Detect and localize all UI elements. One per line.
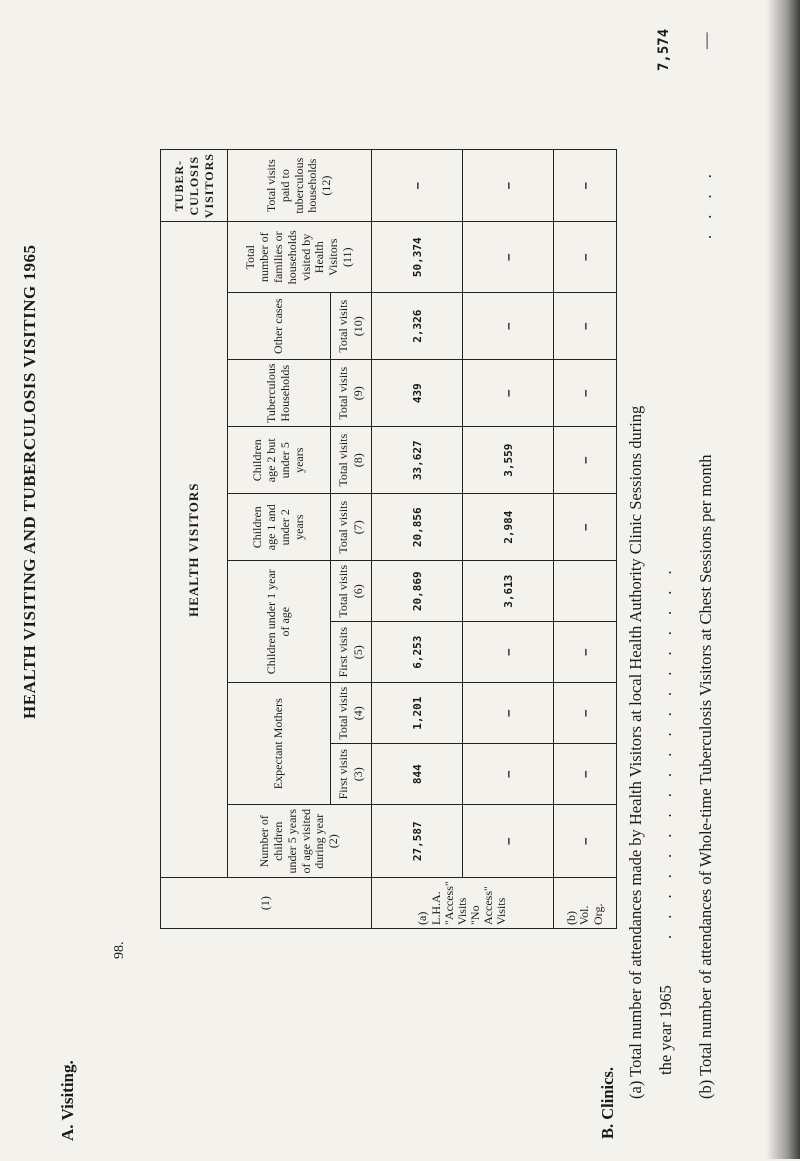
cell-a-7: 20,856	[372, 494, 463, 561]
cell-b-4: —	[554, 683, 617, 744]
col5-num: (5)	[351, 645, 365, 660]
cell-a-2: 27,587	[372, 805, 463, 878]
clinics-a-line2: the year 1965	[656, 985, 675, 1075]
cell-a2-9: —	[463, 360, 554, 427]
col8-num: (8)	[351, 453, 365, 468]
other-cases-header: Other cases	[228, 293, 331, 360]
row-b-label	[554, 878, 617, 929]
cell-a-8: 33,627	[372, 427, 463, 494]
col1-header: (1)	[161, 878, 372, 929]
col4-header	[331, 683, 372, 744]
cell-a2-6: 3,613	[463, 561, 554, 622]
col12-num: (12)	[319, 175, 334, 196]
page-heading: HEALTH VISITING AND TUBERCULOSIS VISITING 1965	[20, 244, 39, 719]
cell-a2-7: 2,984	[463, 494, 554, 561]
clinics-b-line: (b) Total number of attendances of Whole-time Tuberculosis Visitors at Chest Sessions per month	[696, 454, 715, 1099]
row-a-label	[372, 878, 554, 929]
col10-label: Total visits	[336, 299, 350, 353]
cell-a-3: 844	[372, 744, 463, 805]
col3-num: (3)	[351, 767, 365, 782]
cell-a-9: 439	[372, 360, 463, 427]
cell-a2-3: —	[463, 744, 554, 805]
table-row	[463, 150, 554, 929]
expectant-header: Expectant Mothers	[228, 683, 331, 805]
row-a-id: (a)	[415, 911, 430, 925]
clinics-b-dots: . . . .	[696, 168, 715, 239]
cell-b-9: —	[554, 360, 617, 427]
col12-label: Total visits paid to tuberculous households	[264, 157, 320, 214]
clinics-a-line1: (a) Total number of attendances made by Health Visitors at local Health Authority Clinic Sessions during	[626, 405, 645, 1099]
row-b-id: (b)	[564, 911, 579, 925]
cell-a-10: 2,326	[372, 293, 463, 360]
col6-header	[331, 561, 372, 622]
col7-header	[331, 494, 372, 561]
tb-visitors-group: TUBER-CULOSIS VISITORS	[161, 150, 228, 222]
page-number: 98.	[112, 941, 127, 959]
cell-b-11: —	[554, 222, 617, 293]
rotated-page: HEALTH VISITING AND TUBERCULOSIS VISITING 1965 A. Visiting. (1) HEALTH VISITORS TUBER-CULOSIS VISITORS Number of children under 5 years of age visited during year (2) Expectant Mothers Children under 1 year of age Children age 1 and under 2 years Children age 2 but under 5 years Tuberculous Households Other cases Total number of families or households visited by Health Visitors (11) Total visits paid to tuberculous households (12) First visits (3) Total visits (4) First visits (5) Total visits (6) Total visits (7) Total visits (8) Total visits (9) Total visits (10) (a) L.H.A. "Access" Visits "No Access" Visits 27,587 844 1,201 6,253 20,869 20,856 33,627 439 2,326 50,374 — — — — — 3,613 2,984 3,559 — — — — (b) Vol. Org. — — — — — — — — — — B. Clinics. (a) Total number of attendances made by Health Visitors at local Health Authority Clinic Sessions during the year 1965 . . . . . . . . . . . . . . . . . . . 7,574 (b) Total number of attendances of Whole-time Tuberculosis Visitors at Chest Sessions per month . . . . — 98.	[20, 28, 715, 1141]
col11-num: (11)	[339, 247, 354, 267]
col4-num: (4)	[351, 706, 365, 721]
col8-label: Total visits	[336, 433, 350, 487]
visiting-table	[160, 149, 617, 929]
row-a-access: "Access"	[441, 881, 456, 925]
age2-5-header: Children age 2 but under 5 years	[228, 427, 331, 494]
col11-label: Total number of families or households visited by Health Visitors	[243, 230, 341, 285]
row-b-vol: Vol.	[577, 905, 592, 925]
cell-a-5: 6,253	[372, 622, 463, 683]
col10-header	[331, 293, 372, 360]
cell-b-12: —	[554, 150, 617, 222]
clinics-b-value: —	[696, 32, 715, 49]
col6-num: (6)	[351, 584, 365, 599]
col11-header	[228, 222, 372, 293]
cell-b-7: —	[554, 494, 617, 561]
row-a-no: "No	[468, 905, 483, 925]
col2-header	[228, 805, 372, 878]
row-a-lha: L.H.A.	[428, 891, 443, 925]
cell-a2-12: —	[463, 150, 554, 222]
col4-label: Total visits	[336, 686, 350, 740]
cell-b-5: —	[554, 622, 617, 683]
cell-b-6	[554, 561, 617, 622]
col2-num: (2)	[326, 834, 341, 849]
cell-a-4: 1,201	[372, 683, 463, 744]
col9-header	[331, 360, 372, 427]
clinics-title: B. Clinics.	[598, 1067, 617, 1139]
cell-b-10: —	[554, 293, 617, 360]
clinics-a-value: 7,574	[656, 28, 672, 71]
health-visitors-group: HEALTH VISITORS	[161, 222, 228, 878]
cell-a2-4: —	[463, 683, 554, 744]
col3-header	[331, 744, 372, 805]
cell-a-6: 20,869	[372, 561, 463, 622]
cell-b-8: —	[554, 427, 617, 494]
row-a-access2: Access"	[481, 886, 496, 925]
age1-2-header: Children age 1 and under 2 years	[228, 494, 331, 561]
col10-num: (10)	[351, 316, 365, 337]
col5-header	[331, 622, 372, 683]
under1-header: Children under 1 year of age	[228, 561, 331, 683]
col6-label: Total visits	[336, 564, 350, 618]
col2-label: Number of children under 5 years of age visited during year	[257, 808, 327, 874]
col7-num: (7)	[351, 520, 365, 535]
cell-b-2: —	[554, 805, 617, 878]
col12-header	[228, 150, 372, 222]
cell-a2-8: 3,559	[463, 427, 554, 494]
clinics-a-dots: . . . . . . . . . . . . . . . . . . .	[656, 564, 675, 939]
row-a-visits2: Visits	[494, 897, 509, 925]
col9-label: Total visits	[336, 366, 350, 420]
col3-label: First visits	[336, 749, 350, 800]
cell-a2-10: —	[463, 293, 554, 360]
row-a-visits: Visits	[454, 897, 469, 925]
tb-households-header: Tuberculous Households	[228, 360, 331, 427]
cell-a2-11: —	[463, 222, 554, 293]
col7-label: Total visits	[336, 500, 350, 554]
row-b-org: Org.	[590, 903, 605, 925]
col9-num: (9)	[351, 386, 365, 401]
cell-a-12: —	[372, 150, 463, 222]
table-row	[372, 150, 463, 929]
cell-b-3: —	[554, 744, 617, 805]
col8-header	[331, 427, 372, 494]
col5-label: First visits	[336, 627, 350, 678]
table-row	[554, 150, 617, 929]
cell-a-11: 50,374	[372, 222, 463, 293]
cell-a2-5: —	[463, 622, 554, 683]
cell-a2-2: —	[463, 805, 554, 878]
